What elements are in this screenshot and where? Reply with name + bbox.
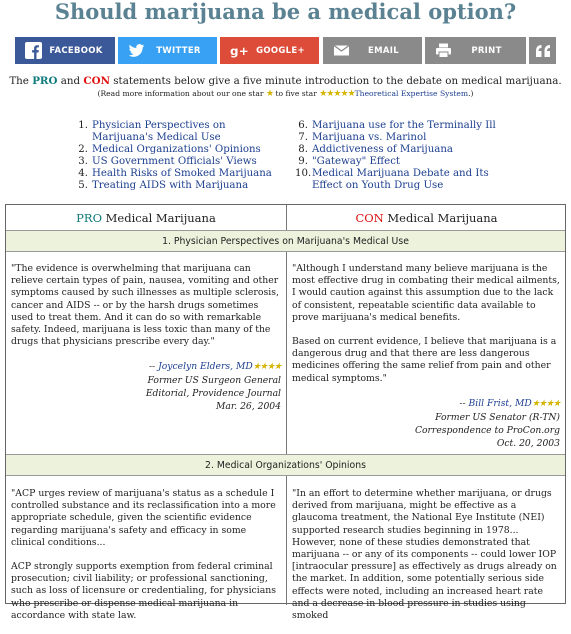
citation: -- Bill Frist, MD★★★★ Former US Senator (R-TN) Correspondence to ProCon.org Oct. 20, 2003 (414, 397, 560, 449)
star-rating-icon: ★★★★ (531, 398, 560, 409)
toc-item[interactable] (75, 144, 275, 156)
email-share-label: EMAIL (368, 45, 399, 56)
quote-text: "The evidence is overwhelming that marijuana can relieve certain types of pain, nausea, vomiting and other symptoms caused by such illnesses as multiple sclerosis, cancer and AIDS -- or by the harsh drugs sometimes used to treat them. And it can do so with remarkable safety. Indeed, marijuana is less toxic than many of the drugs that physicians prescribe every day." (11, 263, 279, 348)
twitter-share-button[interactable] (118, 37, 217, 64)
pro-label: PRO (32, 75, 58, 87)
print-label: PRINT (471, 45, 502, 56)
pro-con-table (5, 204, 566, 622)
toc-number: 10. (295, 168, 312, 179)
toc-number: 1. (78, 120, 88, 131)
toc-link[interactable]: Medical Marijuana Debate and Its Effect on Youth Drug Use (312, 168, 489, 191)
toc-link[interactable]: Health Risks of Smoked Marijuana (92, 168, 272, 179)
theoretical-expertise-link[interactable]: Theoretical Expertise System (354, 89, 469, 98)
toc-number: 2. (78, 144, 88, 155)
print-icon (435, 42, 452, 59)
star-icon: ★ (265, 89, 274, 99)
page-title: Should marijuana be a medical option? (54, 0, 517, 24)
toc-item[interactable] (75, 168, 275, 180)
quote-text: "Although I understand many believe marijuana is the most effective drug in combating their medical ailments, I would caution against this assumption due to the lack of consistent, repeatable scientific data available to prove marijuana's medical benefits. (292, 263, 560, 323)
facebook-icon (25, 42, 42, 59)
toc-number: 7. (298, 132, 308, 143)
toc-item[interactable] (295, 132, 520, 144)
toc-link[interactable]: Treating AIDS with Marijuana (92, 180, 249, 191)
pro-argument (11, 488, 281, 634)
quote-text: "ACP urges review of marijuana's status as a schedule I controlled substance and its reclassification into a more appropriate schedule, given the scientific evidence regarding marijuana's safety and efficacy in some clinical conditions... (11, 488, 276, 548)
google-plus-share-button[interactable] (220, 37, 319, 64)
twitter-share-label: TWITTER (156, 45, 201, 56)
intro-text: The PRO and CON statements below give a five minute introduction to the debate on medical marijuana. (9, 75, 562, 87)
toc-item[interactable] (295, 168, 520, 192)
toc-link[interactable]: "Gateway" Effect (312, 156, 400, 167)
con-argument (292, 488, 560, 634)
google-plus-icon (230, 42, 247, 59)
toc-item[interactable] (295, 144, 520, 156)
email-icon (333, 42, 350, 59)
facebook-share-button[interactable] (15, 37, 115, 64)
pro-column-header: PRO Medical Marijuana (76, 210, 216, 225)
con-label: CON (83, 75, 110, 87)
google-plus-share-label: GOOGLE+ (256, 45, 305, 56)
author-link[interactable]: Bill Frist, MD (468, 397, 532, 409)
toc-link[interactable]: Marijuana use for the Terminally Ill (312, 120, 496, 131)
toc-link[interactable]: Physician Perspectives on Marijuana's Medical Use (92, 120, 226, 143)
rating-note: (Read more information about our one star ★ to five star ★★★★★Theoretical Expertise System.) (97, 89, 474, 99)
svg-text:g+: g+ (230, 44, 249, 59)
toc-number: 6. (298, 120, 308, 131)
toc-number: 4. (78, 168, 88, 179)
section-header: 2. Medical Organizations' Opinions (6, 454, 565, 476)
toc-link[interactable]: Addictiveness of Marijuana (312, 144, 453, 155)
toc-item[interactable] (75, 120, 275, 144)
quote-text: "In an effort to determine whether marijuana, or drugs derived from marijuana, might be effective as a glaucoma treatment, the National Eye Institute (NEI) supported research studies beginning in 1978... However, none of these studies demonstrated that marijuana -- or any of its components -- could lower IOP [intraocular pressure] as effectively as drugs already on the market. In addition, some potentially serious side effects were noted, including an increased heart rate and a decrease in blood pressure in studies using smoked (292, 488, 557, 622)
print-button[interactable] (425, 37, 526, 64)
twitter-icon (128, 42, 145, 59)
author-link[interactable]: Joycelyn Elders, MD (158, 361, 253, 373)
toc-link[interactable]: Marijuana vs. Marinol (312, 132, 427, 143)
five-star-icon: ★★★★★ (319, 89, 355, 99)
con-argument (292, 263, 560, 450)
toc-number: 8. (298, 144, 308, 155)
facebook-share-label: FACEBOOK (49, 45, 103, 56)
toc-item[interactable] (295, 120, 520, 132)
share-bar (15, 37, 556, 64)
toc-right (295, 120, 520, 192)
section-header: 1. Physician Perspectives on Marijuana's Medical Use (6, 230, 565, 252)
con-column-header: CON Medical Marijuana (355, 210, 498, 225)
quote-text: ACP strongly supports exemption from federal criminal prosecution; civil liability; or professional sanctioning, such as loss of licensure or credentialing, for physicians who prescribe or dispense medical marijuana in accordance with state law. (11, 561, 277, 621)
toc-item[interactable] (75, 156, 275, 168)
toc-link[interactable]: Medical Organizations' Opinions (92, 144, 261, 155)
toc-number: 9. (298, 156, 308, 167)
quote-icon (536, 45, 550, 57)
pro-argument (11, 263, 281, 413)
toc-link[interactable]: US Government Officials' Views (92, 156, 257, 167)
toc-item[interactable] (295, 156, 520, 168)
toc-left (75, 120, 275, 192)
toc-item[interactable] (75, 180, 275, 192)
email-share-button[interactable] (323, 37, 422, 64)
column-divider (286, 205, 287, 605)
star-rating-icon: ★★★★ (252, 362, 281, 373)
quote-button[interactable] (529, 37, 556, 64)
toc-number: 3. (78, 156, 88, 167)
quote-text: Based on current evidence, I believe that marijuana is a dangerous drug and that there are less dangerous medicines offering the same relief from pain and other medical symptoms." (292, 336, 557, 384)
toc-number: 5. (78, 180, 88, 191)
citation: -- Joycelyn Elders, MD★★★★ Former US Surgeon General Editorial, Providence Journal Mar. 26, 2004 (145, 361, 281, 413)
